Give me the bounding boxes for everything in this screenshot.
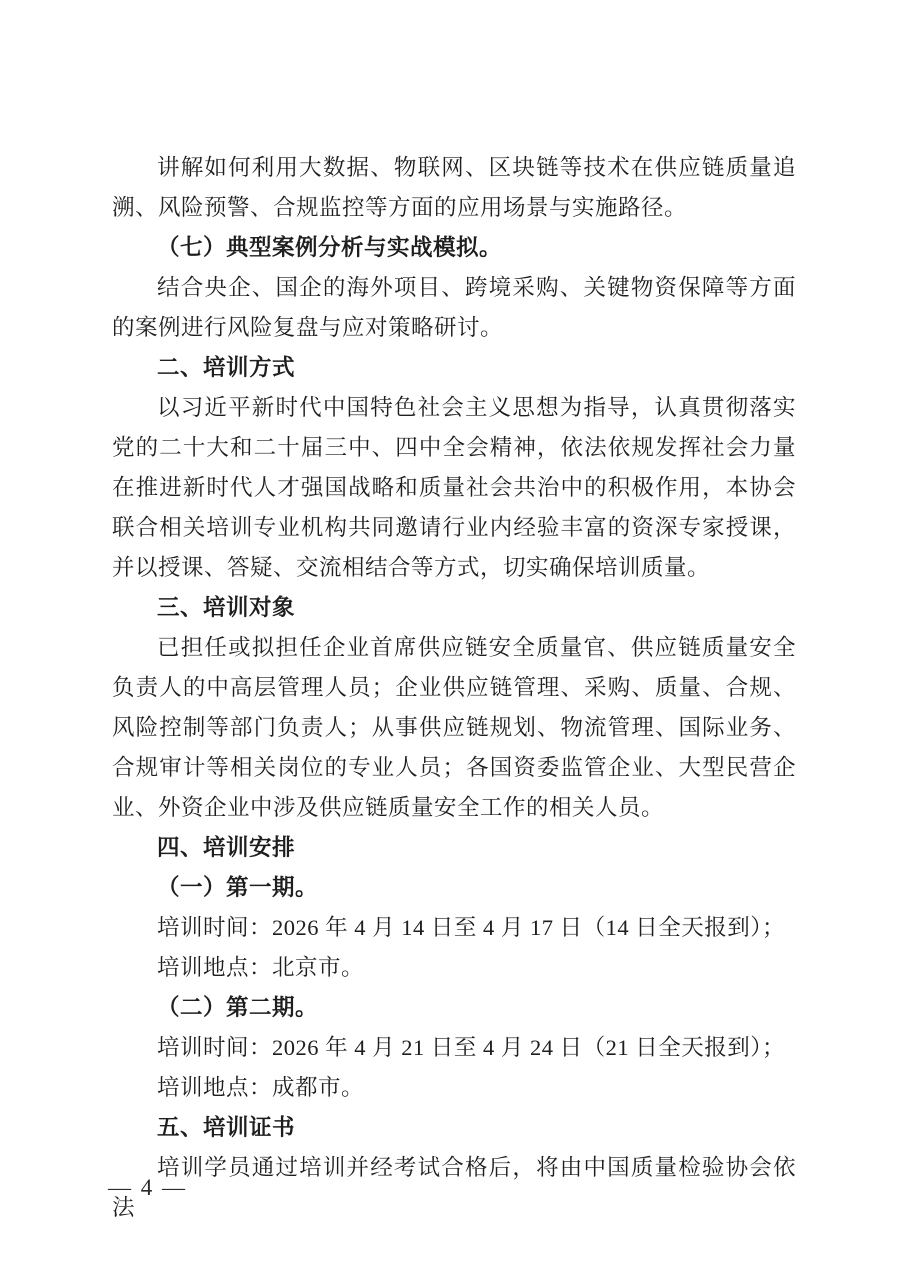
heading-training-method: 二、培训方式: [157, 355, 296, 380]
line-session1-time: 培训时间：2026 年 4 月 14 日至 4 月 17 日（14 日全天报到）；: [157, 915, 786, 940]
heading-training-certificate: 五、培训证书: [157, 1115, 296, 1140]
paragraph-training-method: 以习近平新时代中国特色社会主义思想为指导，认真贯彻落实党的二十大和二十届三中、四中全会精神，依法依规发挥社会力量在推进新时代人才强国战略和质量社会共治中的积极作用，本协会联合相关培训专业机构共同邀请行业内经验丰富的资深专家授课，并以授课、答疑、交流相结合等方式，切实确保培训质量。: [112, 395, 796, 580]
heading-training-audience: 三、培训对象: [157, 595, 296, 620]
line-session1-location: 培训地点：北京市。: [157, 955, 365, 980]
subheading-session-1: （一）第一期。: [157, 875, 319, 900]
paragraph-tech-application: 讲解如何利用大数据、物联网、区块链等技术在供应链质量追溯、风险预警、合规监控等方面的应用场景与实施路径。: [112, 155, 796, 220]
page-content: [112, 148, 796, 1228]
paragraph-training-audience: 已担任或拟担任企业首席供应链安全质量官、供应链质量安全负责人的中高层管理人员；企业供应链管理、采购、质量、合规、风险控制等部门负责人；从事供应链规划、物流管理、国际业务、合规审计等相关岗位的专业人员；各国资委监管企业、大型民营企业、外资企业中涉及供应链质量安全工作的相关人员。: [112, 635, 796, 820]
heading-training-schedule: 四、培训安排: [157, 835, 296, 860]
paragraph-certificate: 培训学员通过培训并经考试合格后，将由中国质量检验协会依法: [112, 1155, 796, 1220]
page-number: — 4 —: [108, 1175, 187, 1200]
subheading-session-2: （二）第二期。: [157, 995, 319, 1020]
subheading-case-analysis: （七）典型案例分析与实战模拟。: [157, 235, 503, 260]
line-session2-location: 培训地点：成都市。: [157, 1075, 365, 1100]
line-session2-time: 培训时间：2026 年 4 月 21 日至 4 月 24 日（21 日全天报到）；: [157, 1035, 786, 1060]
paragraph-case-discussion: 结合央企、国企的海外项目、跨境采购、关键物资保障等方面的案例进行风险复盘与应对策略研讨。: [112, 275, 796, 340]
